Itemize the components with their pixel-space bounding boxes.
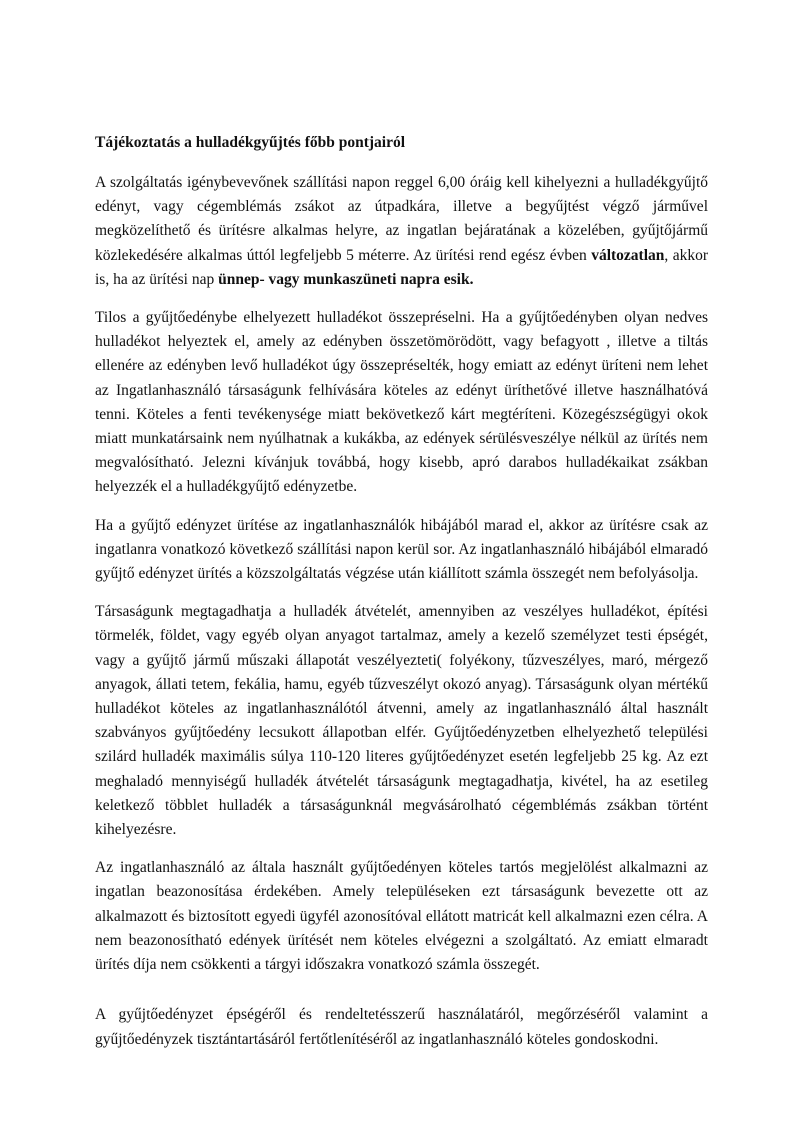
paragraph-collection-schedule (95, 171, 708, 292)
paragraph-text: , akkor is, ha az ürítési nap (95, 246, 708, 288)
paragraph-bin-maintenance: A gyűjtőedényzet épségéről és rendeltetésszerű használatáról, megőrzéséről valamint a gyűjtőedényzek tisztántartásáról fertőtlenítéséről az ingatlanhasználó köteles gondoskodni. (95, 1006, 708, 1048)
paragraph-text: A szolgáltatás igénybevevőnek szállítási napon reggel 6,00 óráig kell kihelyezni a hulladékgyűjtő edényt, vagy cégemblémás zsákot az útpadkára, illetve a begyűjtést végző járművel megközelíthető és ürítésre alkalmas helyre, az ingatlan bejáratának a közelében, gyűjtőjármű közlekedésére alkalmas úttól legfeljebb 5 méterre. Az ürítési rend egész évben (95, 174, 708, 264)
paragraph-compression-ban: Tilos a gyűjtőedénybe elhelyezett hulladékot összepréselni. Ha a gyűjtőedényben olyan nedves hulladékot helyeztek el, amely az edényben összetömörödött, vagy befagyott , illetve a tiltás ellenére az edényben levő hulladékot úgy összepréselték, hogy emiatt az edényt üríteni nem lehet az Ingatlanhasználó társaságunk felhívására köteles az edényt üríthetővé illetve használhatóvá tenni. Köteles a fenti tevékenysége miatt bekövetkező kárt megtéríteni. Közegészségügyi okok miatt munkatársaink nem nyúlhatnak a kukákba, az edények sérülésveszélye nélkül az ürítés nem megvalósítható. Jelezni kívánjuk továbbá, hogy kisebb, apró darabos hulladékaikat zsákban helyezzék el a hulladékgyűjtő edényzetbe. (95, 309, 708, 496)
paragraph-missed-collection: Ha a gyűjtő edényzet ürítése az ingatlanhasználók hibájából marad el, akkor az ürítésre csak az ingatlanra vonatkozó következő szállítási napon kerül sor. Az ingatlanhasználó hibájából elmaradó gyűjtő edényzet ürítés a közszolgáltatás végzése után kiállított számla összegét nem befolyásolja. (95, 516, 708, 583)
bold-unchanged: változatlan (591, 246, 665, 264)
bold-holiday-note: ünnep- vagy munkaszüneti napra esik. (218, 270, 474, 288)
document-title: Tájékoztatás a hulladékgyűjtés főbb pontjairól (95, 134, 406, 151)
paragraph-bin-labeling: Az ingatlanhasználó az általa használt gyűjtőedényen köteles tartós megjelölést alkalmazni az ingatlan beazonosítása érdekében. Amely településeken ezt társaságunk bevezette ott az alkalmazott és biztosított egyedi ügyfél azonosítóval ellátott matricát kell alkalmazni ezen célra. A nem beazonosítható edények ürítését nem köteles elvégezni a szolgáltató. Az emiatt elmaradt ürítés díja nem csökkenti a tárgyi időszakra vonatkozó számla összegét. (95, 859, 708, 974)
paragraph-refusal-conditions: Társaságunk megtagadhatja a hulladék átvételét, amennyiben az veszélyes hulladékot, építési törmelék, földet, vagy egyéb olyan anyagot tartalmaz, amely a kezelő személyzet testi épségét, vagy a gyűjtő jármű műszaki állapotát veszélyezteti( folyékony, tűzveszélyes, maró, mérgező anyagok, állati tetem, fekália, hamu, egyéb tűzveszélyt okozó anyag). Társaságunk olyan mértékű hulladékot köteles az ingatlanhasználótól átvenni, amely az ingatlanhasználó által használt szabványos gyűjtőedény lecsukott állapotban elfér. Gyűjtőedényzetben elhelyezhető települési szilárd hulladék maximális súlya 110-120 literes gyűjtőedényzet esetén legfeljebb 25 kg. Az ezt meghaladó mennyiségű hulladék átvételét társaságunk megtagadhatja, kivétel, ha az esetileg keletkező többlet hulladék a társaságunknál megvásárolható cégemblémás zsákban történt kihelyezésre. (95, 603, 708, 839)
